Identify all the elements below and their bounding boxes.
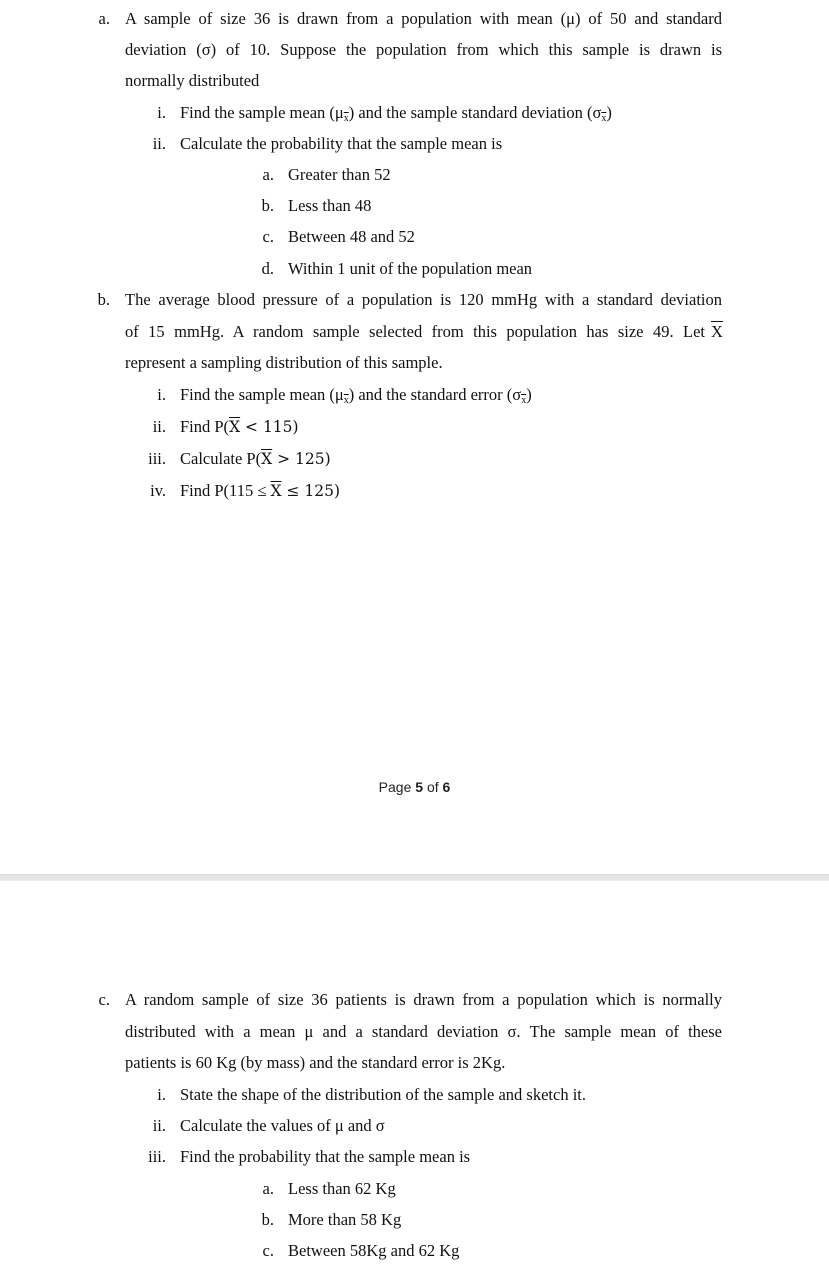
question-b-ii-marker: ii. xyxy=(152,417,166,436)
xbar-subscript: x xyxy=(521,395,527,406)
page-footer: Page 5 of 6 xyxy=(378,779,451,795)
xbar-symbol: $\overline{X}$ xyxy=(229,418,241,436)
option-a-text: Greater than 52 xyxy=(288,165,391,184)
option-c-marker: c. xyxy=(262,1241,274,1260)
option-b-text: More than 58 Kg xyxy=(288,1210,402,1229)
xbar-subscript: x xyxy=(343,395,349,406)
page-6 xyxy=(0,881,829,1268)
option-b-marker: b. xyxy=(261,196,274,215)
option-a-marker: a. xyxy=(262,1179,274,1198)
option-c-text: Between 48 and 52 xyxy=(288,227,415,246)
question-b-i-marker: i. xyxy=(157,385,166,404)
option-b-marker: b. xyxy=(261,1210,274,1229)
option-c-marker: c. xyxy=(262,227,274,246)
xbar-subscript: x xyxy=(343,113,349,124)
question-a-ii-marker: ii. xyxy=(152,134,166,153)
total-page-count: 6 xyxy=(442,779,451,795)
option-c-text: Between 58Kg and 62 Kg xyxy=(288,1241,460,1260)
page-separator xyxy=(0,874,829,881)
question-b-line-2: of 15 mmHg. A random sample selected from this population has size 49. Let xyxy=(125,322,705,341)
option-d-marker: d. xyxy=(261,259,274,278)
question-a-line-1: A sample of size 36 is drawn from a population with mean (μ) of 50 and standard xyxy=(125,9,722,28)
option-b-text: Less than 48 xyxy=(288,196,372,215)
option-a-marker: a. xyxy=(262,165,274,184)
question-b-i-text: Find the sample mean $(\mu_{\overline{x}})$ and the standard error $(\sigma_{\overline{x}})$ xyxy=(180,385,532,406)
xbar-symbol: $\overline{X}$ xyxy=(711,322,723,341)
question-b-marker: b. xyxy=(97,290,110,309)
question-c-line-2: distributed with a mean μ and a standard deviation σ. The sample mean of these xyxy=(125,1022,722,1041)
option-a-text: Less than 62 Kg xyxy=(288,1179,396,1198)
question-b-line-3: represent a sampling distribution of this sample. xyxy=(125,353,443,372)
question-c-ii-text: Calculate the values of μ and σ xyxy=(180,1116,385,1135)
question-c-iii-marker: iii. xyxy=(148,1147,166,1166)
question-b-iii-text: Calculate $P(\overline{X} > 125)$ xyxy=(180,449,331,468)
xbar-subscript: x xyxy=(601,113,607,124)
question-a-i-text: Find the sample mean $(\mu_{\overline{x}})$ and the sample standard deviation $(\sigma_{\overline{x}})$ xyxy=(180,103,612,124)
current-page-number: 5 xyxy=(415,779,424,795)
question-b-iv-marker: iv. xyxy=(150,481,166,500)
question-c-ii-marker: ii. xyxy=(152,1116,166,1135)
question-c-line-3: patients is 60 Kg (by mass) and the standard error is 2Kg. xyxy=(125,1053,506,1072)
question-a-i-marker: i. xyxy=(157,103,166,122)
xbar-symbol: $\overline{X}$ xyxy=(270,482,282,500)
xbar-symbol: $\overline{X}$ xyxy=(261,450,273,468)
question-b-iii-marker: iii. xyxy=(148,449,166,468)
question-b-iv-text: Find $P(115 \le \overline{X} \le 125)$ xyxy=(180,481,341,500)
question-c-line-1: A random sample of size 36 patients is drawn from a population which is normally xyxy=(125,990,722,1009)
question-c-i-text: State the shape of the distribution of the sample and sketch it. xyxy=(180,1085,586,1104)
question-a-marker: a. xyxy=(98,9,110,28)
question-a-line-2: deviation (σ) of 10. Suppose the population from which this sample is drawn is xyxy=(125,40,722,59)
question-b-ii-text: Find $P(\overline{X} < 115)$ xyxy=(180,417,299,436)
question-b-line-1: The average blood pressure of a population is 120 mmHg with a standard deviation xyxy=(125,290,722,309)
question-c-iii-text: Find the probability that the sample mean is xyxy=(180,1147,471,1166)
question-a-line-3: normally distributed xyxy=(125,71,260,90)
question-a-ii-text: Calculate the probability that the sample mean is xyxy=(180,134,503,153)
question-c-marker: c. xyxy=(98,990,110,1009)
option-d-text: Within 1 unit of the population mean xyxy=(288,259,533,278)
question-c-i-marker: i. xyxy=(157,1085,166,1104)
